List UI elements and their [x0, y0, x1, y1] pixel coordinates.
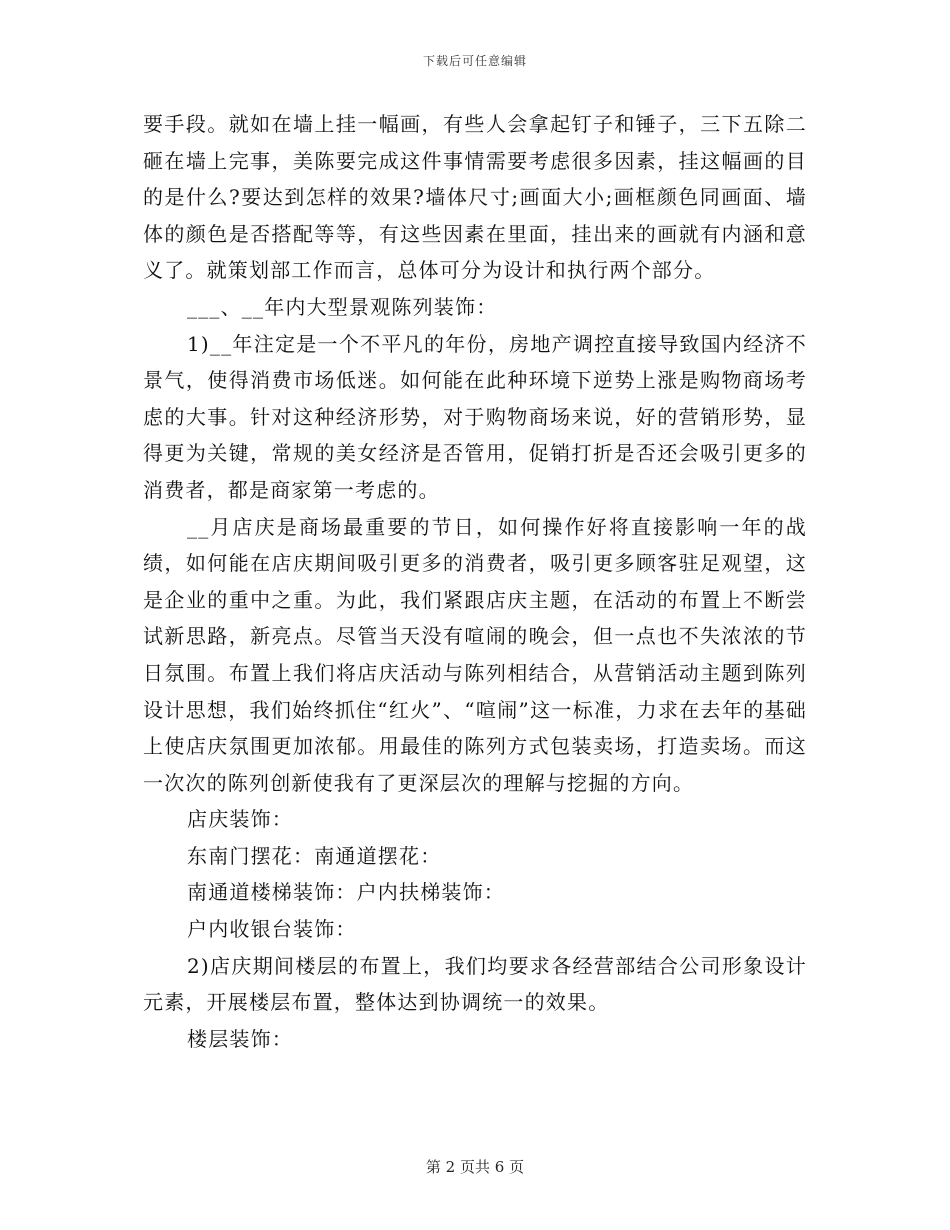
paragraph-5: 店庆装饰：: [187, 807, 293, 832]
paragraph-2: ___、__年内大型景观陈列装饰：: [187, 294, 498, 319]
paragraph-7: 南通道楼梯装饰：户内扶梯装饰：: [187, 880, 505, 905]
paragraph-8: 户内收银台装饰：: [187, 917, 357, 942]
paragraph-4: __月店庆是商场最重要的节日，如何操作好将直接影响一年的战绩，如何能在店庆期间吸引更多的消费者，吸引更多顾客驻足观望，这是企业的重中之重。为此，我们紧跟店庆主题，在活动的布置上不断尝试新思路，新亮点。尽管当天没有喧闹的晚会，但一点也不失浓浓的节日氛围。布置上我们将店庆活动与陈列相结合，从营销活动主题到陈列设计思想，我们始终抓住“红火”、“喧闹”这一标准，力求在去年的基础上使店庆氛围更加浓郁。用最佳的陈列方式包装卖场，打造卖场。而这一次次的陈列创新使我有了更深层次的理解与挖掘的方向。: [143, 514, 807, 795]
page-footer: 第 2 页共 6 页: [425, 1158, 525, 1176]
paragraph-9: 2)店庆期间楼层的布置上，我们均要求各经营部结合公司形象设计元素，开展楼层布置，整体达到协调统一的效果。: [143, 953, 807, 1015]
header-note: 下载后可任意编辑: [422, 54, 527, 68]
paragraph-10: 楼层装饰：: [187, 1026, 293, 1051]
paragraph-3: 1)__年注定是一个不平凡的年份，房地产调控直接导致国内经济不景气，使得消费市场低迷。如何能在此种环境下逆势上涨是购物商场考虑的大事。针对这种经济形势，对于购物商场来说，好的营销形势，显得更为关键，常规的美女经济是否管用，促销打折是否还会吸引更多的消费者，都是商家第一考虑的。: [143, 331, 807, 502]
document-body: [143, 106, 807, 1057]
paragraph-6: 东南门摆花：南通道摆花：: [187, 843, 442, 868]
paragraph-1: 要手段。就如在墙上挂一幅画，有些人会拿起钉子和锤子，三下五除二砸在墙上完事，美陈要完成这件事情需要考虑很多因素，挂这幅画的目的是什么?要达到怎样的效果?墙体尺寸;画面大小;画框颜色同画面、墙体的颜色是否搭配等等，有这些因素在里面，挂出来的画就有内涵和意义了。就策划部工作而言，总体可分为设计和执行两个部分。: [143, 112, 807, 283]
